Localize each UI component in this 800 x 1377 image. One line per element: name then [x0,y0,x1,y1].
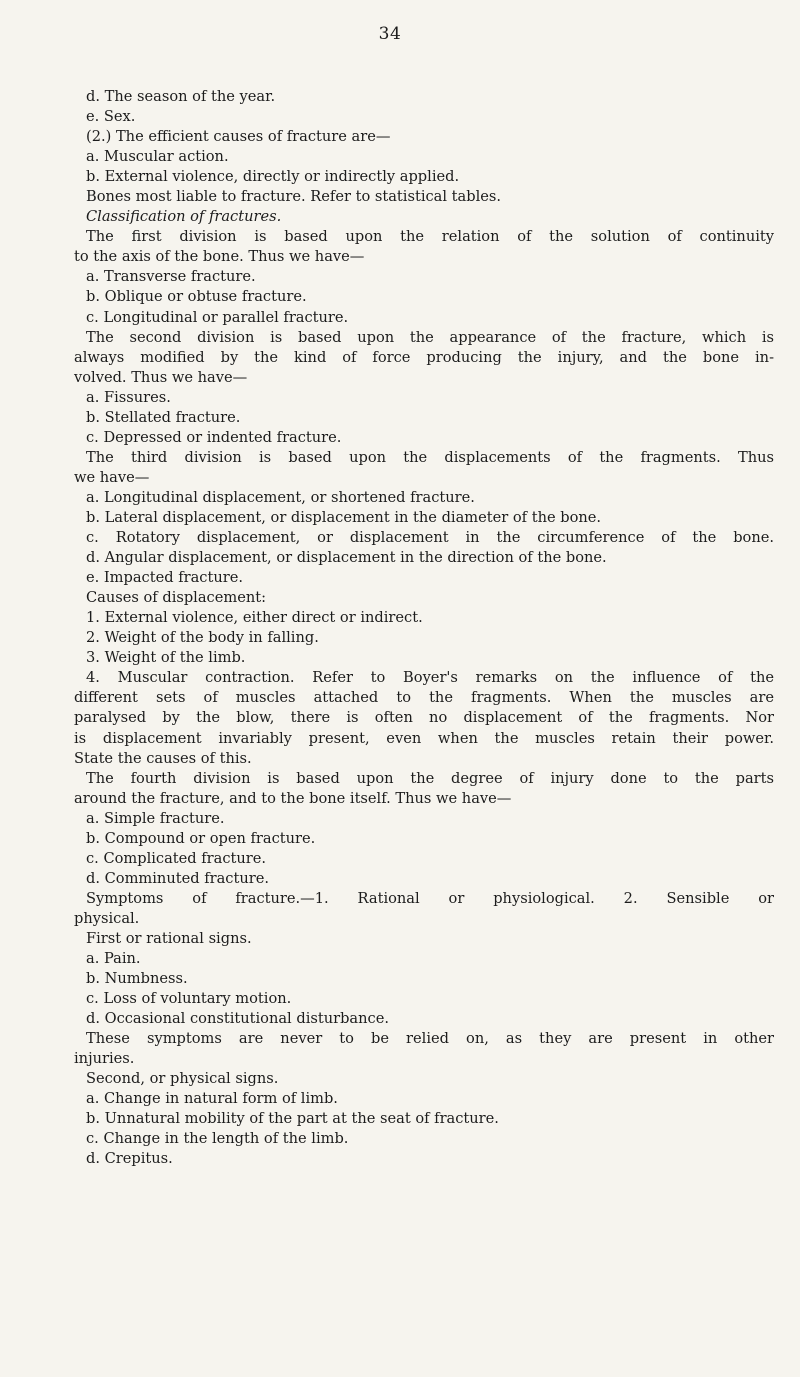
text-line: (2.) The efficient causes of fracture are— [86,128,391,146]
text-line: c. Complicated fracture. [86,849,267,867]
text-line: b. Unnatural mobility of the part at the seat of fracture. [86,1110,499,1128]
text-line: a. Simple fracture. [86,809,225,827]
text-line: a. Change in natural form of limb. [86,1090,338,1108]
text-line: Second, or physical signs. [86,1070,279,1088]
text-line: physical. [74,909,140,927]
text-line: e. Sex. [86,108,136,126]
text-line: paralysed by the blow, there is often no displacement of the fragments. Nor [74,709,774,727]
text-line: c. Longitudinal or parallel fracture. [86,308,349,326]
text-line: a. Muscular action. [86,148,229,166]
text-line: First or rational signs. [86,929,252,947]
text-line: a. Pain. [86,950,141,968]
text-line: a. Longitudinal displacement, or shortened fracture. [86,488,475,506]
text-line: we have— [74,468,150,486]
text-line: c. Loss of voluntary motion. [86,990,292,1008]
text-line: Causes of displacement: [86,589,267,607]
text-line: d. Angular displacement, or displacement in the direction of the bone. [86,549,607,567]
text-line: 4. Muscular contraction. Refer to Boyer's remarks on the influence of the [86,669,774,687]
text-line: injuries. [74,1050,135,1068]
text-line: c. Depressed or indented fracture. [86,428,342,446]
section-heading: Symptoms of fracture.—1. Rational or physiological. 2. Sensible or [86,889,774,907]
text-line: volved. Thus we have— [74,368,248,386]
text-line: c. Rotatory displacement, or displacement in the circumference of the bone. [86,529,774,547]
text-line: b. Lateral displacement, or displacement in the diameter of the bone. [86,508,602,526]
text-line: d. Crepitus. [86,1150,173,1168]
text-line: 2. Weight of the body in falling. [86,629,319,647]
text-line: d. Comminuted fracture. [86,869,269,887]
text-line: The fourth division is based upon the degree of injury done to the parts [86,769,774,787]
text-line: The third division is based upon the displacements of the fragments. Thus [86,448,774,466]
text-line: around the fracture, and to the bone itself. Thus we have— [74,789,512,807]
text-line: d. The season of the year. [86,88,276,105]
text-line: e. Impacted fracture. [86,569,243,587]
text-line: 3. Weight of the limb. [86,649,246,667]
text-line: different sets of muscles attached to the fragments. When the muscles are [74,689,774,707]
text-line: 1. External violence, either direct or indirect. [86,609,423,627]
text-line: a. Transverse fracture. [86,268,256,286]
text-line: The second division is based upon the appearance of the fracture, which is [86,328,774,346]
section-heading: Classification of fractures. [86,208,282,226]
text-line: b. External violence, directly or indirectly applied. [86,168,460,186]
text-line: These symptoms are never to be relied on, as they are present in other [86,1030,774,1048]
text-line: a. Fissures. [86,388,171,406]
text-line: State the causes of this. [74,749,252,767]
text-line: to the axis of the bone. Thus we have— [74,248,365,266]
section-heading: Bones most liable to fracture. Refer to statistical tables. [86,188,502,206]
text-line: always modified by the kind of force producing the injury, and the bone in- [74,348,774,366]
text-line: d. Occasional constitutional disturbance. [86,1010,389,1028]
text-line: b. Oblique or obtuse fracture. [86,288,307,306]
text-line: The first division is based upon the relation of the solution of continuity [86,228,774,246]
page-number: 34 [378,24,402,44]
text-line: b. Numbness. [86,970,188,988]
text-line: b. Stellated fracture. [86,408,241,426]
text-line: b. Compound or open fracture. [86,829,316,847]
text-line: c. Change in the length of the limb. [86,1130,349,1148]
page-text [74,87,774,1170]
text-line: is displacement invariably present, even when the muscles retain their power. [74,729,774,747]
